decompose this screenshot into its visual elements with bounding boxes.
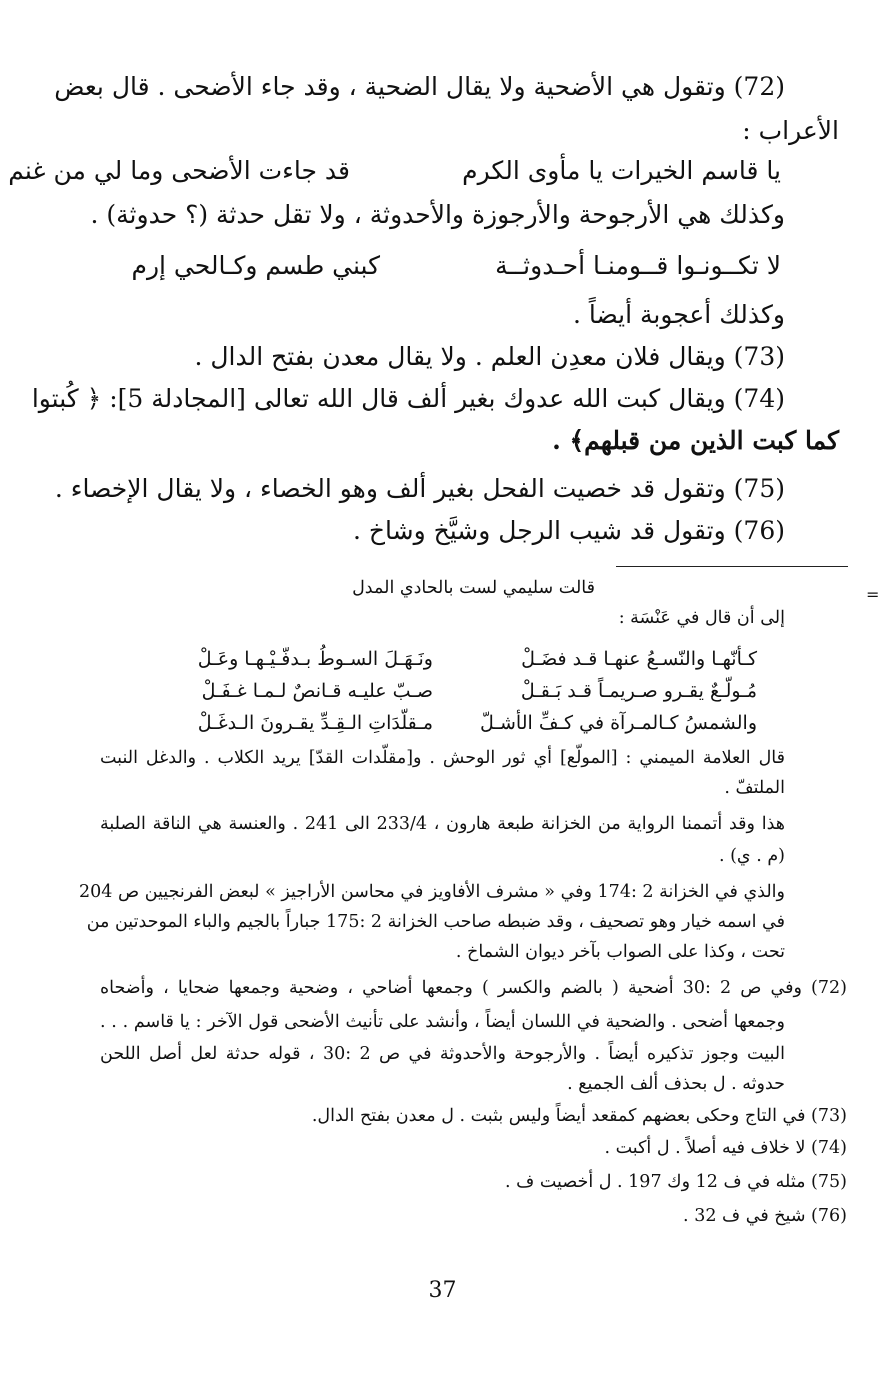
footnote-line: (م . ي) . [718, 846, 785, 866]
poem-hemistich-left: ونَـهَـلَ السـوطُ بـدفّـيْـهـا وعَـلْ [197, 648, 433, 670]
footnote-line: (76) شيخ في ف 32 . [683, 1206, 847, 1226]
footnote-separator [616, 566, 848, 567]
main-line: (74) ويقال كبت الله عدوك بغير ألف قال الله تعالى [المجادلة 5]: ﴿ كُبتوا [31, 384, 785, 413]
main-line: الأعراب : [742, 116, 839, 145]
main-line: (76) وتقول قد شيب الرجل وشيَّخ وشاخ . [353, 516, 785, 545]
footnote-line: (75) مثله في ف 12 وك 197 . ل أخصيت ف . [505, 1172, 847, 1192]
footnote-line: البيت وجوز تذكيره أيضاً . والأرجوحة والأحدوثة في ص 2 :30 ، قوله حدثة لعل أصل اللحن [100, 1044, 785, 1064]
verse-hemistich-right: يا قاسم الخيرات يا مأوى الكرم [462, 156, 781, 185]
verse-hemistich-left: قد جاءت الأضحى وما لي من غنم [8, 156, 350, 185]
footnote-line: (74) لا خلاف فيه أصلاً . ل أكبت . [604, 1138, 847, 1158]
poem-hemistich-left: صـبّ عليـه قـانصٌ لـمـا غـفَـلْ [201, 680, 433, 702]
page-number: 37 [428, 1278, 457, 1303]
main-line: وكذلك أعجوبة أيضاً . [572, 300, 785, 329]
footnote-intro: إلى أن قال في عَنْسَة : [618, 608, 785, 628]
poem-hemistich-right: والشمسُ كـالمـرآة في كـفِّ الأشـلّ [480, 712, 757, 734]
main-line: (75) وتقول قد خصيت الفحل بغير ألف وهو الخصاء ، ولا يقال الإخصاء . [54, 474, 785, 503]
footnote-line: هذا وقد أتممنا الرواية من الخزانة طبعة هارون ، 233/4 الى 241 . والعنسة هي الناقة الصلبة [100, 814, 786, 834]
footnote-line: (73) في التاج وحكى بعضهم كمقعد أيضاً وليس بثبت . ل معدن بفتح الدال. [311, 1106, 847, 1126]
footnote-verse-title: قالت سليمي لست بالحادي المدل [352, 578, 595, 598]
verse-hemistich-right: لا تكــونـوا قــومنـا أحـدوثــة [495, 251, 781, 280]
footnote-line: وجمعها أضحى . والضحية في اللسان أيضاً ، وأنشد على تأنيث الأضحى قول الآخر : يا قاسم . . . [100, 1012, 785, 1032]
poem-hemistich-right: مُـولّـعٌ يقـرو صـريمـاً قـد بَـقـلْ [520, 680, 757, 702]
footnote-line: (72) وفي ص 2 :30 أضحية ( بالضم والكسر ) وجمعها أضاحي ، وضحية وجمعها ضحايا ، وأضحاه [100, 978, 847, 998]
footnote-line: الملتفّ . [724, 778, 785, 798]
margin-marker: = [866, 585, 880, 604]
main-line: وكذلك هي الأرجوحة والأرجوزة والأحدوثة ، ولا تقل حدثة (؟ حدوثة) . [90, 200, 785, 229]
footnote-line: تحت ، وكذا على الصواب بآخر ديوان الشماخ . [455, 942, 785, 962]
poem-hemistich-right: كـأنّهـا والنّسـعُ عنهـا قـد فضَـلْ [521, 648, 757, 670]
poem-hemistich-left: مـقلّدَاتِ الـقِـدِّ يقـرونَ الـدغَـلْ [197, 712, 433, 734]
footnote-line: قال العلامة الميمني : [المولّع] أي ثور الوحش . و[مقلّدات القدّ] يريد الكلاب . والدغل النبت [100, 748, 785, 768]
footnote-line: والذي في الخزانة 2 :174 وفي « مشرف الأفاويز في محاسن الأراجيز » لبعض الفرنجيين ص 204 [79, 882, 785, 902]
footnote-line: حدوثه . ل بحذف ألف الجميع . [567, 1074, 785, 1094]
main-line: (72) وتقول هي الأضحية ولا يقال الضحية ، وقد جاء الأضحى . قال بعض [54, 72, 785, 101]
main-line: كما كبت الذين من قبلهم﴾ . [552, 426, 839, 455]
main-line: (73) ويقال فلان معدِن العلم . ولا يقال معدن بفتح الدال . [194, 342, 785, 371]
footnote-line: في اسمه خيار وهو تصحيف ، وقد ضبطه صاحب الخزانة 2 :175 جباراً بالجيم والباء الموحدتين من [86, 912, 785, 932]
verse-hemistich-left: كبني طسم وكـالحي إرم [131, 251, 380, 280]
